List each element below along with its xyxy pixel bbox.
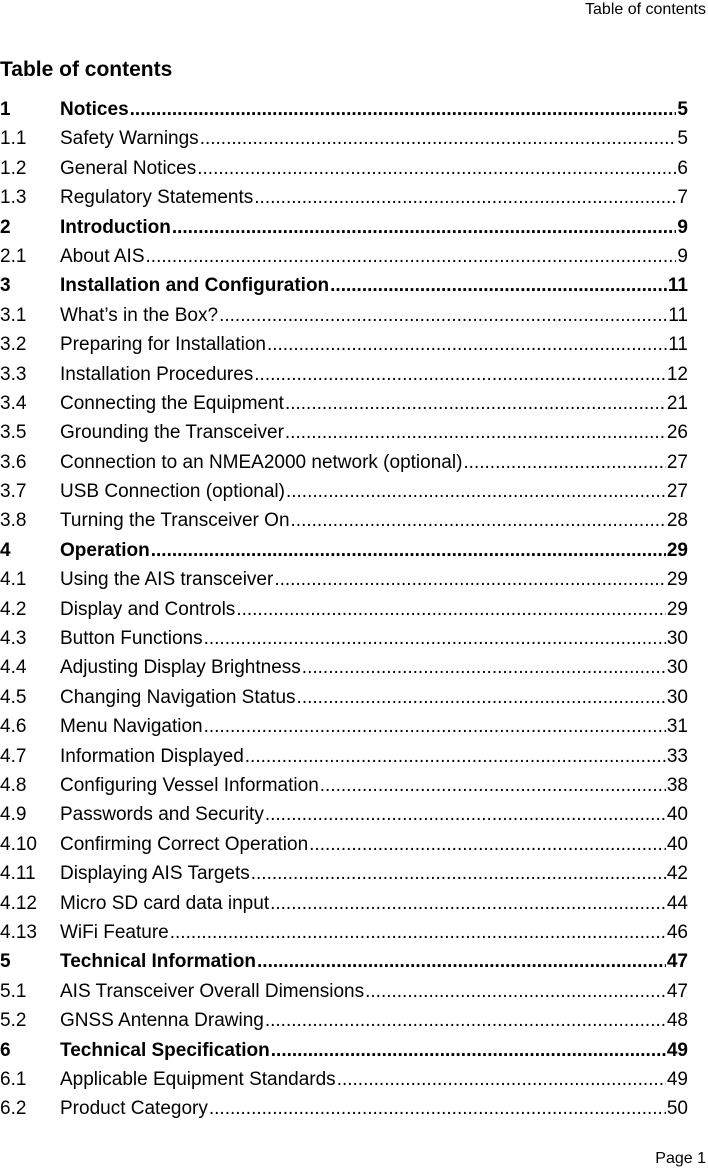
- dot-leader: [200, 124, 677, 153]
- dot-leader: [267, 330, 667, 359]
- dot-leader: [337, 1065, 666, 1094]
- toc-entry-page: 31: [666, 716, 688, 738]
- toc-entry-page: 11: [668, 304, 688, 326]
- toc-section-entry[interactable]: [0, 1094, 688, 1123]
- toc-entry-page: 11: [667, 275, 688, 297]
- toc-chapter-entry[interactable]: [0, 536, 688, 565]
- toc-entry-title: Menu Navigation: [60, 716, 203, 738]
- toc-entry-number: 3.4: [0, 392, 27, 414]
- toc-entry-number: 3.3: [0, 363, 27, 385]
- toc-section-entry[interactable]: [0, 800, 688, 829]
- toc-entry-page: 27: [666, 451, 688, 473]
- toc-section-entry[interactable]: [0, 889, 688, 918]
- toc-entry-title: Confirming Correct Operation: [60, 833, 309, 855]
- toc-entry-title: Introduction: [60, 216, 171, 238]
- toc-entry-number: 3: [0, 275, 11, 297]
- dot-leader: [245, 742, 666, 771]
- toc-entry-number: 1.1: [0, 128, 27, 150]
- page-number: Page 1: [655, 1150, 706, 1167]
- toc-entry-title: Micro SD card data input: [60, 892, 270, 914]
- toc-entry-title: Installation and Configuration: [60, 275, 330, 297]
- toc-entry-number: 1.2: [0, 157, 27, 179]
- toc-entry-number: 4.1: [0, 569, 27, 591]
- dot-leader: [270, 889, 666, 918]
- toc-entry-number: 1: [0, 99, 11, 120]
- toc-entry-page: 48: [666, 1010, 688, 1032]
- toc-entry-title: Operation: [60, 539, 150, 561]
- toc-entry-page: 29: [666, 539, 688, 561]
- toc-section-entry[interactable]: [0, 418, 688, 447]
- dot-leader: [172, 213, 677, 242]
- dot-leader: [285, 389, 666, 418]
- toc-entry-title: Product Category: [60, 1098, 208, 1120]
- toc-entry-number: 3.7: [0, 481, 27, 503]
- toc-entry-page: 40: [666, 833, 688, 855]
- toc-section-entry[interactable]: [0, 448, 688, 477]
- dot-leader: [285, 418, 666, 447]
- toc-entry-page: 30: [666, 657, 688, 679]
- toc-entry-page: 47: [666, 951, 688, 973]
- dot-leader: [219, 301, 667, 330]
- toc-entry-page: 33: [666, 745, 688, 767]
- toc-section-entry[interactable]: [0, 389, 688, 418]
- toc-entry-page: 7: [677, 187, 688, 209]
- page-title: Table of contents: [0, 58, 173, 81]
- dot-leader: [197, 154, 676, 183]
- toc-section-entry[interactable]: [0, 771, 688, 800]
- toc-section-entry[interactable]: [0, 565, 688, 594]
- toc-section-entry[interactable]: [0, 506, 688, 535]
- toc-entry-number: 3.8: [0, 510, 27, 532]
- toc-entry-page: 30: [666, 628, 688, 650]
- toc-entry-number: 3.6: [0, 451, 27, 473]
- toc-section-entry[interactable]: [0, 683, 688, 712]
- dot-leader: [365, 977, 666, 1006]
- toc-section-entry[interactable]: [0, 653, 688, 682]
- toc-entry-title: About AIS: [60, 245, 145, 267]
- toc-entry-number: 4.13: [0, 921, 37, 943]
- toc-section-entry[interactable]: [0, 859, 688, 888]
- toc-entry-page: 50: [666, 1098, 688, 1120]
- dot-leader: [271, 1036, 666, 1065]
- toc-entry-number: 4.6: [0, 716, 27, 738]
- toc-entry-number: 4.10: [0, 833, 37, 855]
- toc-section-entry[interactable]: [0, 477, 688, 506]
- toc-entry-title: Connecting the Equipment: [60, 392, 284, 414]
- toc-chapter-entry[interactable]: [0, 271, 688, 300]
- toc-section-entry[interactable]: [0, 830, 688, 859]
- toc-entry-title: Technical Specification: [60, 1039, 270, 1061]
- toc-entry-page: 49: [666, 1068, 688, 1090]
- toc-entry-number: 3.1: [0, 304, 27, 326]
- toc-entry-title: Regulatory Statements: [60, 187, 254, 209]
- toc-entry-title: What’s in the Box?: [60, 304, 219, 326]
- toc-entry-number: 2.1: [0, 245, 27, 267]
- dot-leader: [330, 271, 667, 300]
- toc-entry-number: 4.2: [0, 598, 27, 620]
- toc-entry-title: WiFi Feature: [60, 921, 169, 943]
- toc-entry-page: 40: [666, 804, 688, 826]
- toc-entry-page: 27: [666, 481, 688, 503]
- toc-section-entry[interactable]: [0, 1065, 688, 1094]
- toc-chapter-entry[interactable]: [0, 213, 688, 242]
- toc-entry-number: 4.11: [0, 863, 36, 885]
- dot-leader: [251, 859, 666, 888]
- toc-entry-page: 47: [666, 980, 688, 1002]
- toc-entry-page: 29: [666, 569, 688, 591]
- toc-entry-title: Configuring Vessel Information: [60, 774, 319, 796]
- toc-entry-title: Adjusting Display Brightness: [60, 657, 301, 679]
- toc-section-entry[interactable]: [0, 242, 688, 271]
- toc-entry-number: 5.2: [0, 1010, 27, 1032]
- toc-entry-page: 21: [666, 392, 688, 414]
- toc-entry-number: 2: [0, 216, 11, 238]
- dot-leader: [257, 947, 666, 976]
- toc-entry-page: 6: [677, 157, 688, 179]
- toc-entry-title: AIS Transceiver Overall Dimensions: [60, 980, 365, 1002]
- dot-leader: [274, 565, 666, 594]
- toc-entry-number: 4.9: [0, 804, 27, 826]
- toc-section-entry[interactable]: [0, 124, 688, 153]
- toc-entry-page: 5: [677, 99, 688, 120]
- dot-leader: [209, 1094, 666, 1123]
- toc-entry-number: 5.1: [0, 980, 27, 1002]
- toc-section-entry[interactable]: [0, 918, 688, 947]
- toc-entry-page: 28: [666, 510, 688, 532]
- toc-entry-title: Turning the Transceiver On: [60, 510, 290, 532]
- running-header: Table of contents: [585, 1, 706, 18]
- toc-section-entry[interactable]: [0, 742, 688, 771]
- toc-entry-page: 42: [666, 863, 688, 885]
- dot-leader: [309, 830, 666, 859]
- toc-entry-number: 3.2: [0, 334, 27, 356]
- toc-entry-title: Using the AIS transceiver: [60, 569, 274, 591]
- dot-leader: [297, 683, 666, 712]
- toc-entry-page: 11: [668, 334, 688, 356]
- toc-entry-title: Preparing for Installation: [60, 334, 266, 356]
- toc-entry-page: 44: [666, 892, 688, 914]
- toc-entry-number: 4.4: [0, 657, 27, 679]
- toc-entry-number: 4.7: [0, 745, 27, 767]
- toc-entry-page: 30: [666, 686, 688, 708]
- toc-section-entry[interactable]: [0, 977, 688, 1006]
- toc-entry-title: Information Displayed: [60, 745, 244, 767]
- dot-leader: [204, 624, 666, 653]
- toc-section-entry[interactable]: [0, 183, 688, 212]
- toc-entry-number: 4.5: [0, 686, 27, 708]
- toc-chapter-entry[interactable]: [0, 1036, 688, 1065]
- dot-leader: [236, 595, 666, 624]
- toc-entry-page: 12: [666, 363, 688, 385]
- dot-leader: [291, 506, 666, 535]
- toc-entry-title: Displaying AIS Targets: [60, 863, 250, 885]
- toc-entry-title: USB Connection (optional): [60, 481, 285, 503]
- toc-entry-number: 1.3: [0, 187, 27, 209]
- toc-entry-page: 9: [677, 245, 688, 267]
- toc-entry-number: 5: [0, 951, 11, 973]
- toc-entry-number: 4.12: [0, 892, 37, 914]
- toc-section-entry[interactable]: [0, 712, 688, 741]
- dot-leader: [302, 653, 666, 682]
- toc-entry-number: 4: [0, 539, 11, 561]
- toc-entry-number: 6: [0, 1039, 11, 1061]
- toc-entry-page: 46: [666, 921, 688, 943]
- dot-leader: [463, 448, 665, 477]
- toc-chapter-entry[interactable]: [0, 947, 688, 976]
- toc-entry-page: 26: [666, 422, 688, 444]
- toc-entry-title: Changing Navigation Status: [60, 686, 296, 708]
- toc-entry-title: Connection to an NMEA2000 network (optional): [60, 451, 463, 473]
- toc-section-entry[interactable]: [0, 1006, 688, 1035]
- toc-chapter-entry[interactable]: [0, 95, 688, 124]
- toc-entry-title: Technical Information: [60, 951, 257, 973]
- dot-leader: [254, 183, 676, 212]
- toc-entry-title: GNSS Antenna Drawing: [60, 1010, 264, 1032]
- dot-leader: [320, 771, 666, 800]
- toc-section-entry[interactable]: [0, 624, 688, 653]
- dot-leader: [286, 477, 666, 506]
- toc-entry-page: 49: [666, 1039, 688, 1061]
- toc-entry-number: 6.2: [0, 1098, 27, 1120]
- toc-entry-title: Display and Controls: [60, 598, 236, 620]
- toc-entry-number: 4.8: [0, 774, 27, 796]
- dot-leader: [265, 800, 666, 829]
- toc-entry-title: Notices: [60, 99, 129, 120]
- dot-leader: [265, 1006, 666, 1035]
- toc-entry-title: General Notices: [60, 157, 197, 179]
- toc-entry-title: Grounding the Transceiver: [60, 422, 284, 444]
- toc-entry-page: 5: [677, 128, 688, 150]
- table-of-contents: [0, 95, 688, 1124]
- toc-entry-title: Installation Procedures: [60, 363, 254, 385]
- toc-entry-number: 6.1: [0, 1068, 27, 1090]
- dot-leader: [254, 360, 666, 389]
- dot-leader: [204, 712, 666, 741]
- dot-leader: [130, 95, 677, 124]
- toc-entry-page: 38: [666, 774, 688, 796]
- toc-entry-page: 9: [677, 216, 688, 238]
- toc-section-entry[interactable]: [0, 330, 688, 359]
- toc-entry-title: Applicable Equipment Standards: [60, 1068, 336, 1090]
- toc-entry-page: 29: [666, 598, 688, 620]
- toc-section-entry[interactable]: [0, 301, 688, 330]
- dot-leader: [146, 242, 677, 271]
- dot-leader: [170, 918, 666, 947]
- toc-entry-title: Button Functions: [60, 628, 203, 650]
- toc-entry-title: Safety Warnings: [60, 128, 199, 150]
- toc-section-entry[interactable]: [0, 595, 688, 624]
- toc-entry-number: 3.5: [0, 422, 27, 444]
- toc-section-entry[interactable]: [0, 360, 688, 389]
- dot-leader: [151, 536, 666, 565]
- toc-entry-title: Passwords and Security: [60, 804, 264, 826]
- toc-entry-number: 4.3: [0, 628, 27, 650]
- toc-section-entry[interactable]: [0, 154, 688, 183]
